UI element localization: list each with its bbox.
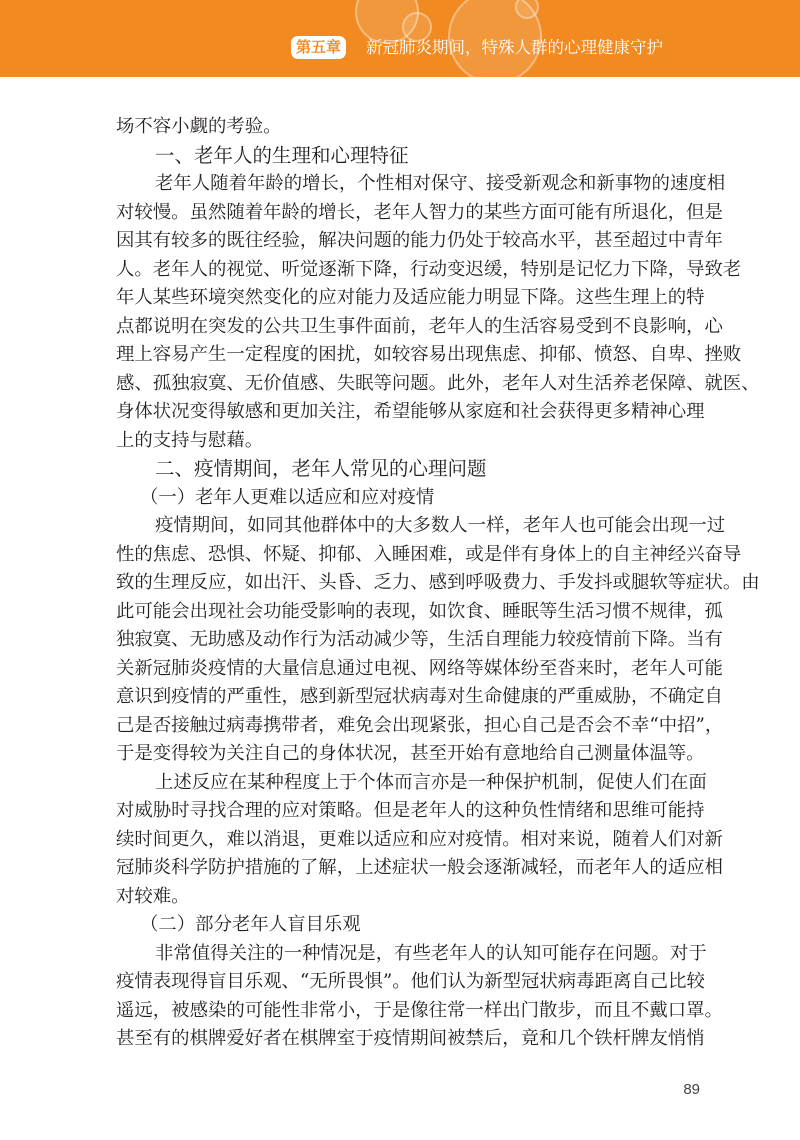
page-body: [116, 113, 760, 1054]
paragraph-line: 己是否接触过病毒携带者，难免会出现紧张，担心自己是否会不幸“中招”，: [116, 714, 724, 736]
paragraph-line: 老年人随着年龄的增长，个性相对保守、接受新观念和新事物的速度相: [155, 173, 726, 194]
paragraph-line: 性的焦虑、恐惧、怀疑、抑郁、入睡困难，或是伴有身体上的自主神经兴奋导: [116, 543, 742, 565]
paragraph-line: 疫情表现得盲目乐观、“无所畏惧”。他们认为新型冠状病毒距离自己比较: [116, 971, 705, 992]
paragraph-line: 遥远，被感染的可能性非常小，于是像往常一样出门散步，而且不戴口罩。: [116, 999, 723, 1021]
paragraph-line: 上述反应在某种程度上于个体而言亦是一种保护机制，促使人们在面: [155, 771, 707, 793]
paragraph-line: 上的支持与慰藉。: [116, 429, 264, 451]
paragraph-line: 非常值得关注的一种情况是，有些老年人的认知可能存在问题。对于: [155, 942, 707, 964]
paragraph-line: 甚至有的棋牌爱好者在棋牌室于疫情期间被禁后，竟和几个铁杆牌友悄悄: [116, 1028, 705, 1049]
paragraph-line: 对威胁时寻找合理的应对策略。但是老年人的这种负性情绪和思维可能持: [116, 800, 705, 821]
paragraph-line: 此可能会出现社会功能受影响的表现，如饮食、睡眠等生活习惯不规律，孤: [116, 600, 723, 622]
paragraph-line: 独寂寞、无助感及动作行为活动减少等，生活自理能力较疫情前下降。当有: [116, 629, 723, 650]
page-number: 89: [683, 1081, 700, 1098]
section-heading: 一、老年人的生理和心理特征: [155, 143, 409, 167]
paragraph-line: 关新冠肺炎疫情的大量信息通过电视、网络等媒体纷至沓来时，老年人可能: [116, 657, 723, 679]
paragraph-line: 意识到疫情的严重性，感到新型冠状病毒对生命健康的严重威胁，不确定自: [116, 686, 723, 707]
paragraph-line: 对较难。: [116, 885, 190, 907]
chapter-badge: 第五章: [291, 36, 346, 59]
paragraph-line: 年人某些环境突然变化的应对能力及适应能力明显下降。这些生理上的特: [116, 287, 705, 308]
chapter-header: [0, 0, 800, 77]
chapter-title: 新冠肺炎期间，特殊人群的心理健康守护: [366, 38, 663, 57]
paragraph-line: 感、孤独寂寞、无价值感、失眠等问题。此外，老年人对生活养老保障、就医、: [116, 372, 760, 394]
paragraph-line: 冠肺炎科学防护措施的了解，上述症状一般会逐渐减轻，而老年人的适应相: [116, 857, 723, 878]
paragraph-line: 疫情期间，如同其他群体中的大多数人一样，老年人也可能会出现一过: [155, 515, 726, 536]
paragraph-line: 身体状况变得敏感和更加关注，希望能够从家庭和社会获得更多精神心理: [116, 401, 705, 422]
paragraph-line: 点都说明在突发的公共卫生事件面前，老年人的生活容易受到不良影响，心: [116, 315, 723, 337]
paragraph-line: 续时间更久，难以消退，更难以适应和应对疫情。相对来说，随着人们对新: [116, 828, 723, 850]
paragraph-line: 致的生理反应，如出汗、头昏、乏力、感到呼吸费力、手发抖或腿软等症状。由: [116, 572, 760, 593]
subsection-heading: （二）部分老年人盲目乐观: [140, 914, 361, 935]
paragraph-line: 人。老年人的视觉、听觉逐渐下降，行动变迟缓，特别是记忆力下降，导致老: [116, 258, 742, 280]
paragraph-line: 因其有较多的既往经验，解决问题的能力仍处于较高水平，甚至超过中青年: [116, 230, 723, 251]
paragraph-line: 对较慢。虽然随着年龄的增长，老年人智力的某些方面可能有所退化，但是: [116, 201, 723, 223]
subsection-heading: （一）老年人更难以适应和应对疫情: [140, 486, 435, 508]
paragraph-line: 场不容小觑的考验。: [116, 116, 282, 137]
paragraph-line: 于是变得较为关注自己的身体状况，甚至开始有意地给自己测量体温等。: [116, 743, 705, 764]
section-heading: 二、疫情期间，老年人常见的心理问题: [155, 457, 487, 480]
paragraph-line: 理上容易产生一定程度的困扰，如较容易出现焦虑、抑郁、愤怒、自卑、挫败: [116, 344, 742, 365]
